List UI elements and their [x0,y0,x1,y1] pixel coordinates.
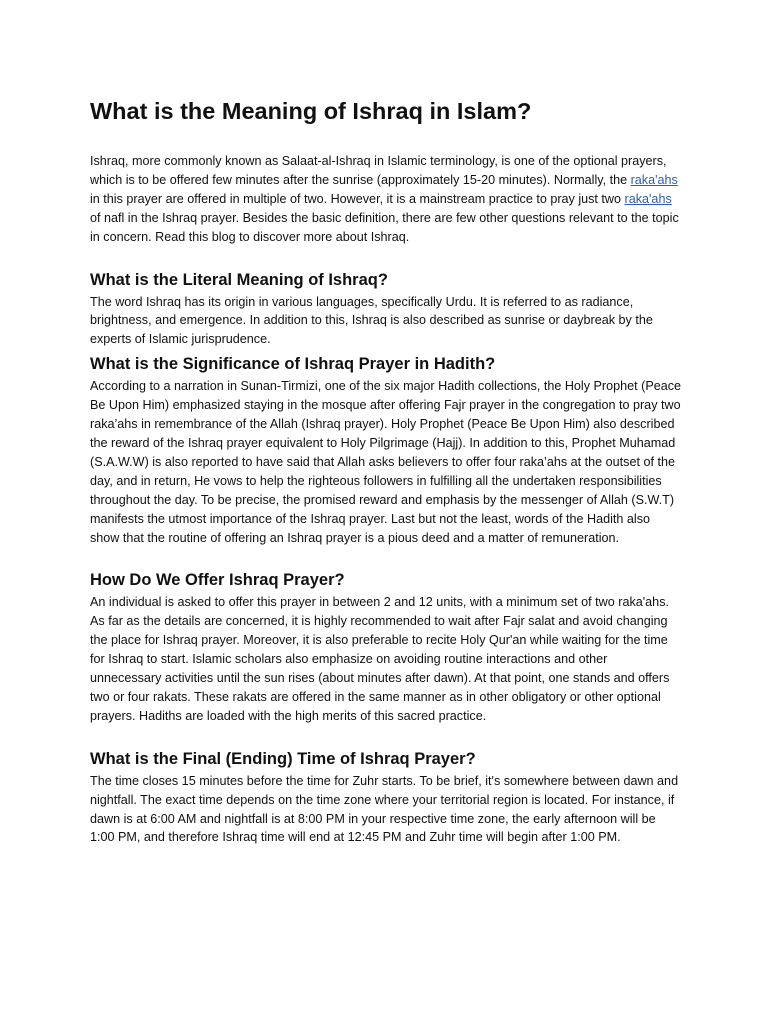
section-heading-significance: What is the Significance of Ishraq Prayer in Hadith? [90,355,496,374]
section-body-literal-meaning: The word Ishraq has its origin in various languages, specifically Urdu. It is referred to as radiance, brightness, and emergence. In addition to this, Ishraq is also described as sunrise or daybreak by the experts of Islamic jurisprudence. [90,294,653,347]
section-heading-ending-time: What is the Final (Ending) Time of Ishraq Prayer? [90,749,476,768]
section-heading-literal-meaning: What is the Literal Meaning of Ishraq? [90,270,388,289]
intro-text-part-2: in this prayer are offered in multiple of two. However, it is a mainstream practice to pray just two [90,191,625,206]
rakaahs-link-1[interactable]: raka'ahs [630,172,678,187]
intro-paragraph [90,152,682,247]
section-body-how-to-offer: An individual is asked to offer this prayer in between 2 and 12 units, with a minimum set of two raka'ahs. As far as the details are concerned, it is highly recommended to wait after Fajr salat and avoid changing the place for Ishraq prayer. Moreover, it is also preferable to recite Holy Qur'an while waiting for the time for Ishraq to start. Islamic scholars also emphasize on avoiding routine interactions and other unnecessary activities until the sun rises (about minutes after dawn). At that point, one stands and offers two or four rakats. These rakats are offered in the same manner as in other obligatory or other optional prayers. Hadiths are loaded with the high merits of this sacred practice. [90,595,670,723]
intro-text-part-3: of nafl in the Ishraq prayer. Besides the basic definition, there are few other questions relevant to the topic in concern. Read this blog to discover more about Ishraq. [90,210,679,244]
page-title: What is the Meaning of Ishraq in Islam? [90,98,532,124]
rakaahs-link-2[interactable]: raka'ahs [624,191,672,206]
intro-text-part-1: Ishraq, more commonly known as Salaat-al-Ishraq in Islamic terminology, is one of the optional prayers, which is to be offered few minutes after the sunrise (approximately 15-20 minutes). Normally, the [90,154,667,187]
section-body-significance: According to a narration in Sunan-Tirmizi, one of the six major Hadith collections, the Holy Prophet (Peace Be Upon Him) emphasized staying in the mosque after offering Fajr prayer in the congregation to pray two raka’ahs in remembrance of the Allah (Ishraq prayer). Holy Prophet (Peace Be Upon Him) also described the reward of the Ishraq prayer equivalent to Holy Pilgrimage (Hajj). In addition to this, Prophet Muhamad (S.A.W.W) is also reported to have said that Allah asks believers to offer four raka’ahs at the outset of the day, and in return, He vows to help the righteous followers in fulfilling all the undertaken responsibilities throughout the day. To be precise, the promised reward and emphasis by the messenger of Allah (S.W.T) manifests the utmost importance of the Ishraq prayer. Last but not the least, words of the Hadith also show that the routine of offering an Ishraq prayer is a pious deed and a matter of remuneration. [90,379,682,545]
section-body-ending-time: The time closes 15 minutes before the time for Zuhr starts. To be brief, it's somewhere between dawn and nightfall. The exact time depends on the time zone where your territorial region is located. For instance, if dawn is at 6:00 AM and nightfall is at 8:00 PM in your respective time zone, the early afternoon will be 1:00 PM, and therefore Ishraq time will end at 12:45 PM and Zuhr time will begin after 1:00 PM. [90,773,679,845]
section-heading-how-to-offer: How Do We Offer Ishraq Prayer? [90,571,345,590]
document-page [90,94,682,847]
